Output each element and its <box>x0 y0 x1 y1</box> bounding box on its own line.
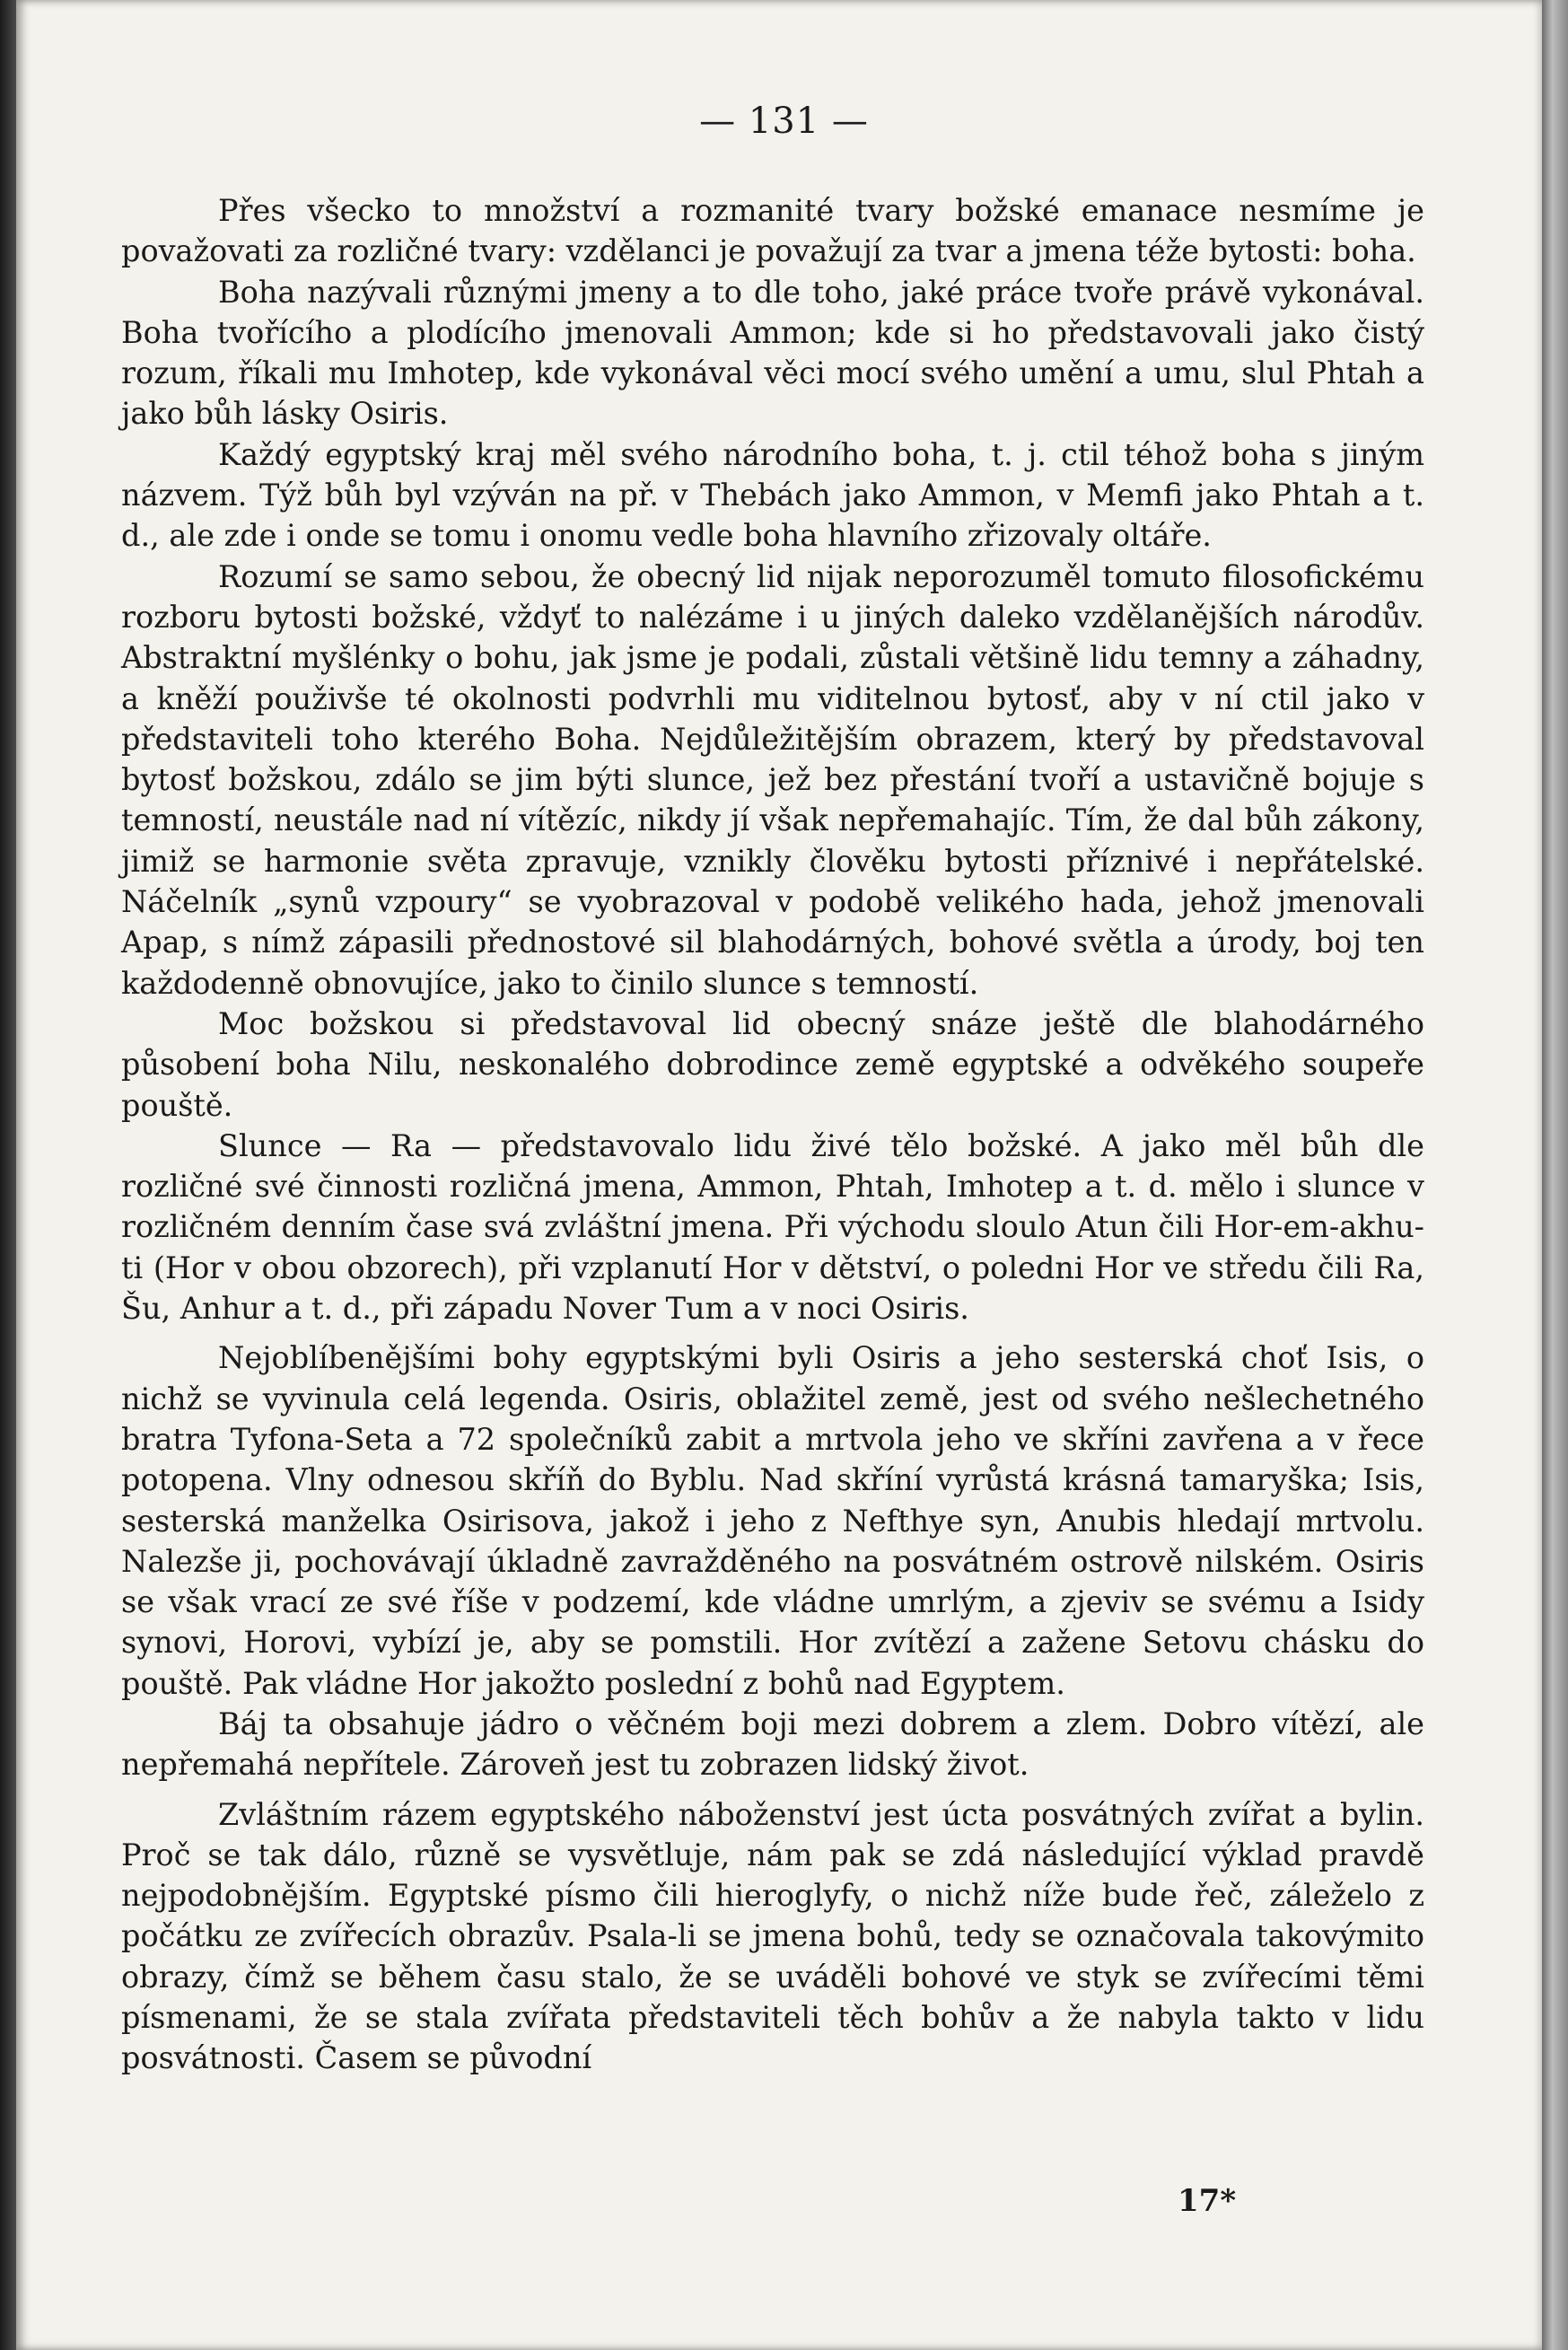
paragraph: Nejoblíbenějšími bohy egyptskými byli Osiris a jeho sesterská choť Isis, o nichž se vyvinula celá legenda. Osiris, oblažitel země, jest od svého nešlechetného bratra Tyfona-Seta a 72 společníků zabit a mrtvola jeho ve skříni zavřena a v řece potopena. Vlny odnesou skříň do Byblu. Nad skříní vyrůstá krásná tamaryška; Isis, sesterská manželka Osirisova, jakož i jeho z Nefthye syn, Anubis hledají mrtvolu. Nalezše ji, pochovávají úkladně zavražděného na posvátném ostrově nilském. Osiris se však vrací ze své říše v podzemí, kde vládne umrlým, a zjeviv se svému a Isidy synovi, Horovi, vybízí je, aby se pomstili. Hor zvítězí a zažene Setovu chásku do pouště. Pak vládne Hor jakožto poslední z bohů nad Egyptem. <box>121 1340 1424 1701</box>
paragraph: Přes všecko to množství a rozmanité tvary božské emanace nesmíme je považovati za rozličné tvary: vzdělanci je považují za tvar a jmena téže bytosti: boha. <box>121 193 1424 269</box>
paragraph: Zvláštním rázem egyptského náboženství jest úcta posvátných zvířat a bylin. Proč se tak dálo, různě se vysvětluje, nám pak se zdá následující výklad pravdě nejpodobnějším. Egyptské písmo čili hieroglyfy, o nichž níže bude řeč, záleželo z počátku ze zvířecích obrazův. Psala-li se jmena bohů, tedy se označovala takovýmito obrazy, čímž se během času stalo, že se uváděli bohové ve styk se zvířecími těmi písmenami, že se stala zvířata představiteli těch bohův a že nabyla takto v lidu posvátnosti. Časem se původní <box>121 1796 1424 2076</box>
paragraph: Rozumí se samo sebou, že obecný lid nijak neporozuměl tomuto filosofickému rozboru bytosti božské, vždyť to nalézáme i u jiných daleko vzdělanějších národův. Abstraktní myšlénky o bohu, jak jsme je podali, zůstali většině lidu temny a záhadny, a kněží použivše té okolnosti podvrhli mu viditelnou bytosť, aby v ní ctil jako v představiteli toho kterého Boha. Nejdůležitějším obrazem, který by představoval bytosť božskou, zdálo se jim býti slunce, jež bez přestání tvoří a ustavičně bojuje s temností, neustále nad ní vítězíc, nikdy jí však nepřemahajíc. Tím, že dal bůh zákony, jimiž se harmonie světa zpravuje, vznikly člověku bytosti příznivé i nepřátelské. Náčelník „synů vzpoury“ se vyobrazoval v podobě velikého hada, jehož jmenovali Apap, s nímž zápasili přednostové sil blahodárných, bohové světla a úrody, boj ten každodenně obnovujíce, jako to činilo slunce s temností. <box>121 558 1424 1001</box>
page-body-text <box>121 190 1424 2079</box>
book-left-edge <box>0 0 16 2350</box>
paragraph: Slunce — Ra — představovalo lidu živé tělo božské. A jako měl bůh dle rozličné své činnosti rozličná jmena, Ammon, Phtah, Imhotep a t. d. mělo i slunce v rozličném denním čase svá zvláštní jmena. Při východu sloulo Atun čili Hor-em-akhu-ti (Hor v obou obzorech), při vzplanutí Hor v dětství, o poledni Hor ve středu čili Ra, Šu, Anhur a t. d., při západu Nover Tum a v noci Osiris. <box>121 1127 1424 1327</box>
paragraph: Moc božskou si představoval lid obecný snáze ještě dle blahodárného působení boha Nilu, neskonalého dobrodince země egyptské a odvěkého soupeře pouště. <box>121 1005 1424 1123</box>
page-number: — 131 — <box>699 101 869 142</box>
book-right-edge <box>1542 0 1568 2350</box>
paragraph: Báj ta obsahuje jádro o věčném boji mezi dobrem a zlem. Dobro vítězí, ale nepřemahá nepřítele. Zároveň jest tu zobrazen lidský život. <box>121 1706 1424 1783</box>
paragraph: Každý egyptský kraj měl svého národního boha, t. j. ctil téhož boha s jiným názvem. Týž bůh byl vzýván na př. v Thebách jako Ammon, v Memfi jako Phtah a t. d., ale zde i onde se tomu i onomu vedle boha hlavního zřizovaly oltáře. <box>121 436 1424 554</box>
paragraph: Boha nazývali různými jmeny a to dle toho, jaké práce tvoře právě vykonával. Boha tvořícího a plodícího jmenovali Ammon; kde si ho představovali jako čistý rozum, říkali mu Imhotep, kde vykonával věci mocí svého umění a umu, slul Phtah a jako bůh lásky Osiris. <box>121 274 1424 432</box>
signature-mark: 17* <box>1178 2183 1237 2219</box>
